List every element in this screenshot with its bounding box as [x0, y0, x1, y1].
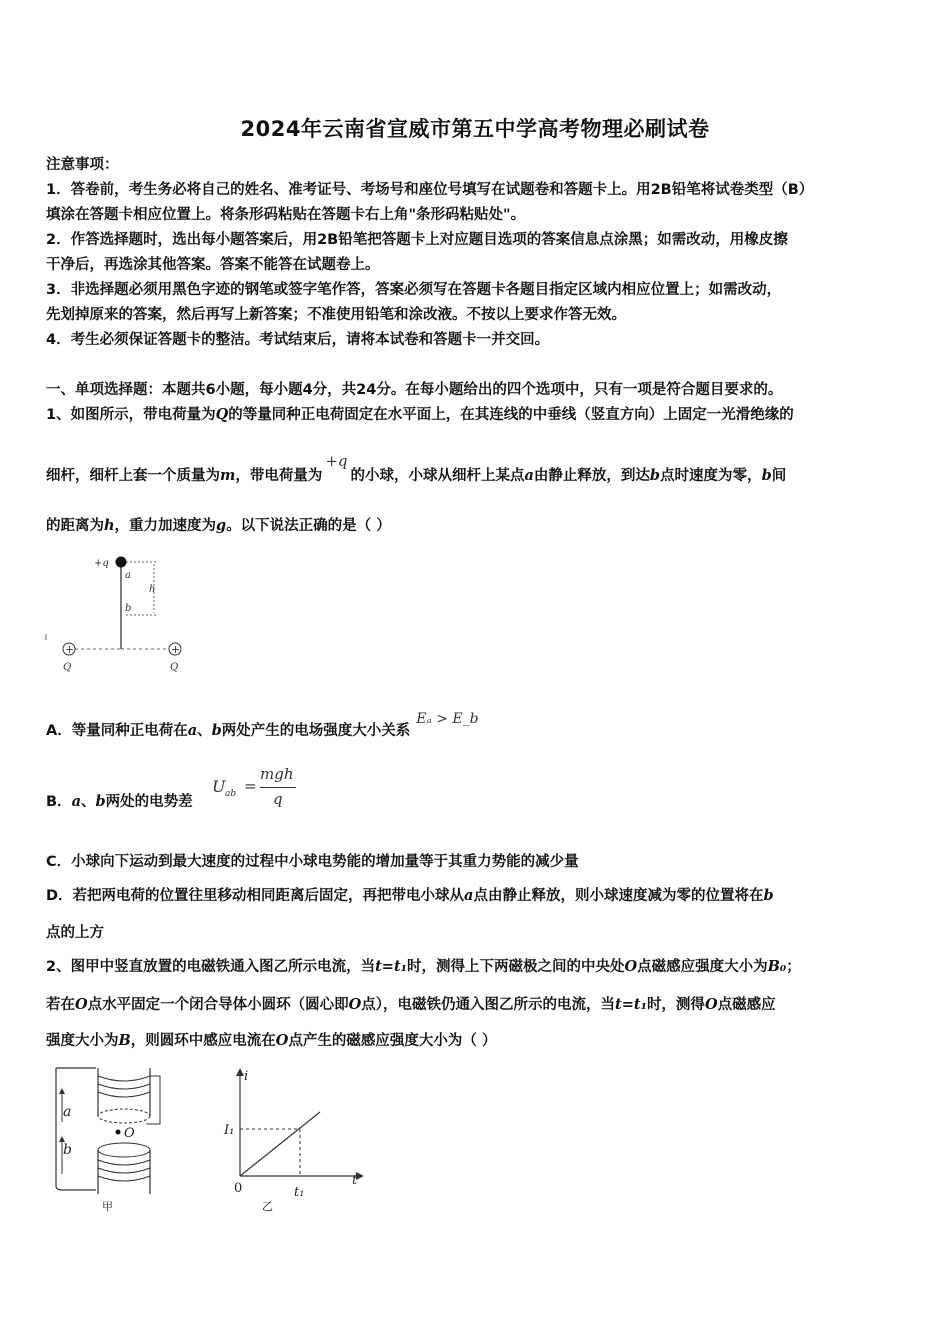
option-D-line-1 [46, 884, 774, 905]
text: 间 [771, 468, 787, 484]
text: 时，测得上下两磁极之间的中央处 [407, 959, 625, 975]
var-O: O [275, 1032, 289, 1049]
text: 、 [80, 794, 96, 810]
label-b: b [63, 1142, 72, 1158]
arrow-a-head [59, 1088, 65, 1094]
text: 1、如图所示，带电荷量为 [46, 407, 216, 423]
var-b: b [761, 467, 772, 484]
label-a: a [125, 570, 131, 581]
text: 两处产生的电场强度大小关系 [221, 723, 411, 739]
text: 的等量同种正电荷固定在水平面上，在其连线的中垂线（竖直方向）上固定一光滑绝缘的 [228, 407, 794, 423]
label-plus-q: +q [94, 558, 109, 569]
upper-pole [98, 1109, 150, 1123]
q2-line-2 [46, 993, 776, 1014]
t-eq-t1: t=t₁ [375, 958, 407, 975]
lower-pole [98, 1143, 150, 1157]
text: D．若把两电荷的位置往里移动相同距离后固定，再把带电小球从 [46, 888, 465, 904]
var-g: g [216, 517, 227, 534]
text: 细杆，细杆上套一个质量为 [46, 468, 220, 484]
notice-line: 先划掉原来的答案，然后再写上新答案；不准使用铅笔和涂改液。不按以上要求作答无效。 [46, 307, 626, 323]
current-line [240, 1112, 320, 1176]
text: 若在 [46, 997, 75, 1013]
text: 点由静止释放，则小球速度减为零的位置将在 [473, 888, 764, 904]
lower-coil [98, 1160, 150, 1181]
var-b: b [95, 793, 106, 810]
var-Q: Q [215, 406, 229, 423]
var-B0: B₀ [767, 958, 787, 975]
plus-sign: + [65, 643, 75, 656]
var-h: h [104, 517, 115, 534]
text: 点），电磁铁仍通入图乙所示的电流，当 [361, 997, 616, 1013]
label-I1: I₁ [224, 1123, 235, 1138]
q1-line-1 [46, 403, 794, 424]
text: ； [786, 959, 801, 975]
upper-core [98, 1068, 150, 1116]
plus-sign: + [171, 643, 181, 656]
label-a: a [63, 1104, 72, 1120]
text: 时，测得 [646, 997, 705, 1013]
text: 、 [197, 723, 212, 739]
numerator: mgh [260, 765, 294, 783]
var-a: a [187, 722, 198, 739]
label-t1: t₁ [294, 1185, 305, 1200]
notice-line: 填涂在答题卡相应位置上。将条形码粘贴在答题卡右上角"条形码粘贴处"。 [46, 207, 526, 223]
formula-Uab [212, 765, 302, 815]
charge-plus-q: +q [325, 452, 348, 470]
text: 点磁感应 [717, 997, 776, 1013]
notice-heading: 注意事项： [46, 157, 119, 173]
text: 2、图甲中竖直放置的电磁铁通入图乙所示电流，当 [46, 959, 376, 975]
formula-Ea-gt-Eb: Eₐ > E_b [416, 711, 479, 727]
text: 的距离为 [46, 518, 104, 534]
wire [146, 1076, 160, 1124]
q2-line-1 [46, 955, 801, 976]
text: 两处的电势差 [105, 794, 193, 810]
text: ，带电荷量为 [235, 468, 323, 484]
sub-ab: ab [225, 789, 237, 799]
var-b: b [649, 467, 661, 484]
caption-jia: 甲 [102, 1200, 113, 1213]
q1-figure [44, 548, 194, 676]
label-zero: 0 [234, 1181, 243, 1196]
option-C: C．小球向下运动到最大速度的过程中小球电势能的增加量等于其重力势能的减少量 [46, 854, 579, 870]
equals: = [244, 777, 257, 795]
var-a: a [524, 467, 534, 484]
var-a: a [71, 793, 81, 810]
figure-current-graph [222, 1064, 372, 1214]
text: 由静止释放，到达 [533, 468, 650, 484]
text: 点时速度为零， [660, 468, 762, 484]
notice-line: 1．答卷前，考生务必将自己的姓名、准考证号、考场号和座位号填写在试题卷和答题卡上。用2B铅笔将试卷类型（B） [46, 182, 814, 198]
label-Q-left: Q [63, 662, 72, 673]
q1-line-2 [46, 452, 787, 485]
var-O: O [704, 996, 718, 1013]
denominator: q [273, 790, 283, 808]
text: ，则圆环中感应电流在 [130, 1033, 276, 1049]
label-O: O [124, 1126, 135, 1141]
text: 点产生的磁感应强度大小为（ ） [288, 1033, 497, 1049]
q2-line-3 [46, 1029, 496, 1050]
notice-line: 干净后，再选涂其他答案。答案不能答在试题卷上。 [46, 257, 380, 273]
point-O [116, 1130, 121, 1135]
section-heading: 一、单项选择题：本题共6小题，每小题4分，共24分。在每小题给出的四个选项中，只有一项是符合题目要求的。 [46, 382, 783, 398]
option-D-line-2: 点的上方 [46, 925, 104, 941]
text: 点水平固定一个闭合导体小圆环（圆心即 [87, 997, 349, 1013]
var-O: O [348, 996, 362, 1013]
var-O: O [624, 958, 638, 975]
notice-line: 2．作答选择题时，选出每小题答案后，用2B铅笔把答题卡上对应题目选项的答案信息点涂黑；如需改动，用橡皮擦 [46, 232, 788, 248]
var-b: b [763, 887, 774, 904]
option-A [46, 711, 479, 740]
i-axis-arrow [236, 1068, 244, 1076]
label-t: t [352, 1173, 358, 1188]
var-m: m [220, 467, 236, 484]
q1-line-3 [46, 514, 391, 535]
label-h: h [149, 584, 156, 595]
fraction-bar [260, 787, 296, 788]
t-eq-t1: t=t₁ [615, 996, 647, 1013]
notice-line: 3．非选择题必须用黑色字迹的钢笔或签字笔作答，答案必须写在答题卡各题目指定区域内相应位置上；如需改动， [46, 282, 782, 298]
label-i: i [244, 1069, 249, 1084]
text: 点磁感应强度大小为 [637, 959, 768, 975]
label-Q-right: Q [170, 662, 179, 673]
var-O: O [75, 996, 88, 1013]
text: B． [46, 794, 72, 810]
option-B [46, 790, 193, 811]
page-title: 2024年云南省宣威市第五中学高考物理必刷试卷 [240, 117, 710, 141]
upper-coil [98, 1076, 150, 1097]
notice-line: 4．考生必须保证答题卡的整洁。考试结束后，请将本试卷和答题卡一并交回。 [46, 332, 550, 348]
text: 。以下说法正确的是（ ） [226, 518, 391, 534]
text: ，重力加速度为 [114, 518, 217, 534]
text: 强度大小为 [46, 1033, 119, 1049]
var-a: a [464, 887, 474, 904]
caption-yi: 乙 [262, 1200, 273, 1213]
var-B: B [118, 1032, 131, 1049]
var-b: b [211, 722, 222, 739]
text: 的小球，小球从细杆上某点 [350, 468, 525, 484]
text: A．等量同种正电荷在 [46, 723, 188, 739]
label-b: b [125, 603, 132, 614]
ball [116, 557, 127, 568]
figure-electromagnet [48, 1064, 178, 1214]
U: U [212, 777, 226, 796]
